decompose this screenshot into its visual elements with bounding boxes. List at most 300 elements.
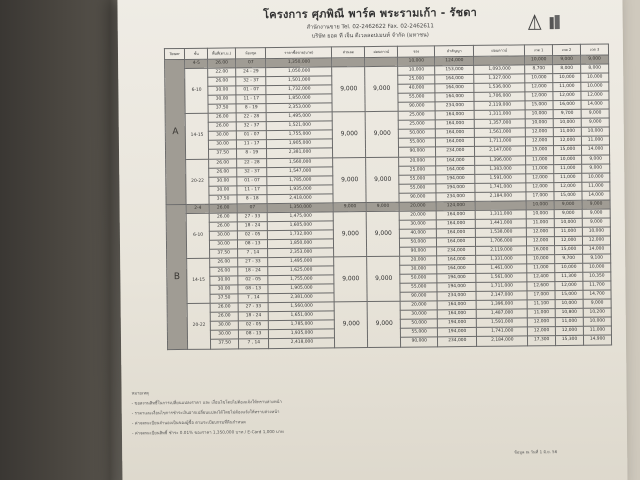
table-cell (332, 58, 365, 67)
table-cell: 1,591,000 (477, 318, 528, 328)
table-cell: 30.00 (209, 186, 237, 195)
table-cell: 14,000 (583, 245, 611, 254)
table-cell: 27 - 33 (237, 212, 268, 221)
table-cell: 8 - 18 (237, 194, 268, 203)
table-cell: 27 - 33 (238, 303, 269, 312)
table-cell: 1,495,000 (268, 257, 334, 267)
table-cell: 20,000 (400, 256, 437, 265)
discount-cell: 9,000 (367, 211, 400, 257)
table-cell: 12,400 (527, 273, 555, 282)
table-body (165, 55, 612, 349)
table-cell: 10,000 (582, 227, 610, 236)
table-cell: 1,605,000 (268, 221, 334, 231)
table-cell: 20,000 (399, 202, 436, 211)
table-cell: 11,000 (582, 182, 610, 191)
table-cell: 10,000 (553, 119, 581, 128)
discount-cell: 9,000 (332, 67, 365, 113)
table-cell: 24 - 29 (236, 68, 267, 77)
table-cell: 40,000 (400, 229, 437, 238)
table-cell: 9,000 (554, 209, 582, 218)
discount-cell: 9,000 (367, 256, 400, 302)
floor-cell: 20-22 (186, 159, 209, 204)
table-cell: 11,000 (553, 82, 581, 91)
table-cell: 1,561,000 (476, 273, 527, 283)
table-cell: 14,000 (581, 145, 609, 154)
table-cell: 1,850,000 (268, 239, 334, 249)
table-cell: 9,000 (583, 299, 611, 308)
table-cell: 1,536,000 (474, 83, 525, 93)
table-cell: 1,741,000 (475, 183, 526, 193)
table-cell: 55,000 (399, 183, 436, 192)
table-cell: 1,905,000 (267, 139, 333, 149)
table-cell: 7 , 14 (238, 249, 269, 258)
table-cell: 1,785,000 (267, 176, 333, 186)
table-cell: 15,300 (556, 336, 584, 345)
table-cell: 1,311,000 (476, 210, 527, 220)
table-cell: 26.00 (210, 303, 238, 312)
table-cell: 10,000 (525, 56, 553, 65)
table-cell: 11,000 (553, 128, 581, 137)
table-cell: 50,000 (400, 274, 437, 283)
table-cell: 10,000 (526, 200, 554, 209)
table-cell: 1,560,000 (269, 302, 335, 312)
table-cell: 12,000 (555, 327, 583, 336)
header-cell: ชั้น (185, 48, 208, 59)
table-cell: 20,000 (400, 301, 437, 310)
table-cell: 08 - 13 (238, 285, 269, 294)
table-cell: 11,000 (526, 164, 554, 173)
table-cell: 1,547,000 (267, 166, 333, 176)
table-cell: 164,000 (435, 111, 474, 120)
table-cell: 10,000 (582, 173, 610, 182)
table-cell: 37.50 (208, 104, 236, 113)
table-cell: 30.00 (210, 285, 238, 294)
zone-cell: B (166, 204, 188, 349)
table-cell: 40,000 (398, 84, 435, 93)
table-cell: 2,184,000 (477, 336, 528, 346)
table-cell: 10,000 (527, 255, 555, 264)
table-cell: 11 - 17 (236, 95, 267, 104)
document-footer: ข้อมูล ณ วันที่ 1 มิ.ย. 56 (514, 449, 558, 455)
table-cell: 10,000 (581, 127, 609, 136)
table-cell: 2,418,000 (267, 194, 333, 204)
table-cell: 10,350 (583, 272, 611, 281)
table-cell: 1,350,000 (266, 58, 332, 68)
table-cell: 164,000 (437, 310, 476, 319)
table-cell: 25,000 (398, 111, 435, 120)
table-cell: 18 - 24 (237, 221, 268, 230)
table-cell: 12,000 (526, 173, 554, 182)
table-cell: 194,000 (436, 183, 475, 192)
table-cell: 1,706,000 (474, 92, 525, 102)
table-cell: 11,000 (554, 164, 582, 173)
table-cell: 194,000 (436, 174, 475, 183)
table-cell: 12,000 (526, 137, 554, 146)
table-cell: 7 , 14 (239, 339, 270, 348)
table-cell: 1,561,000 (475, 128, 526, 138)
table-cell: 55,000 (399, 138, 436, 147)
header-cell: ราคาซื้อขาย(บาท) (266, 47, 332, 59)
table-cell: 10,000 (555, 263, 583, 272)
table-cell: 234,000 (437, 246, 476, 255)
table-cell: 10,000 (581, 82, 609, 91)
table-cell: 11,000 (554, 173, 582, 182)
table-cell: 1,651,000 (269, 311, 335, 321)
table-cell: 30.00 (209, 140, 237, 149)
table-cell: 01 - 07 (236, 131, 267, 140)
table-cell: 1,441,000 (476, 219, 527, 229)
discount-cell: 9,000 (366, 157, 399, 203)
table-cell: 9,000 (554, 200, 582, 209)
table-cell: 1,521,000 (267, 121, 333, 131)
table-cell: 15,000 (555, 245, 583, 254)
table-cell: 1,591,000 (475, 173, 526, 183)
table-cell: 30.00 (208, 131, 236, 140)
discount-cell: 9,000 (334, 211, 367, 257)
table-cell: 234,000 (437, 292, 476, 301)
discount-cell: 9,000 (334, 257, 367, 303)
table-cell: 164,000 (436, 156, 475, 165)
table-cell: 1,785,000 (269, 320, 335, 330)
table-cell: 1,050,000 (266, 67, 332, 77)
table-cell: 26.00 (209, 222, 237, 231)
table-cell: 10,000 (583, 317, 611, 326)
table-cell: 11,000 (555, 318, 583, 327)
table-cell: 9,100 (583, 254, 611, 263)
floor-cell: 20-22 (187, 303, 210, 348)
header-cell: งวด 3 (580, 44, 608, 55)
table-cell: 12,000 (525, 128, 553, 137)
table-cell: 8,700 (525, 65, 553, 74)
table-cell: 194,000 (437, 274, 476, 283)
table-cell: 164,000 (437, 255, 476, 264)
table-cell: 9,000 (582, 164, 610, 173)
table-cell: 8,000 (581, 64, 609, 73)
table-cell: 30.00 (208, 86, 236, 95)
table-cell: 90,000 (399, 147, 436, 156)
table-cell: 16,000 (553, 101, 581, 110)
project-title: โครงการ ศุภพิณี พาร์ค พระรามเก้า - รัชดา (263, 5, 478, 22)
table-cell: 30.00 (209, 231, 237, 240)
table-cell: 02 - 05 (238, 276, 269, 285)
table-cell: 11,000 (581, 136, 609, 145)
table-cell: 12,600 (527, 282, 555, 291)
table-cell: 1,741,000 (477, 327, 528, 337)
table-cell: 26.00 (210, 267, 238, 276)
table-cell: 07 (236, 59, 267, 68)
table-cell: 9,000 (581, 55, 609, 64)
table-cell: 10,000 (525, 74, 553, 83)
table-cell: 37.50 (209, 195, 237, 204)
table-cell: 07 (237, 203, 268, 212)
table-cell: 10,000 (525, 119, 553, 128)
table-cell: 18 - 24 (238, 312, 269, 321)
table-cell: 2,147,000 (475, 146, 526, 156)
table-cell: 08 - 13 (237, 240, 268, 249)
table-cell: 12,000 (527, 318, 555, 327)
table-cell: 12,000 (554, 182, 582, 191)
table-cell: 11 - 17 (236, 140, 267, 149)
table-cell: 50,000 (401, 319, 438, 328)
table-cell: 55,000 (398, 93, 435, 102)
table-cell: 11,700 (583, 281, 611, 290)
table-cell: 1,711,000 (475, 137, 526, 147)
table-cell: 26.00 (208, 59, 236, 68)
table-cell: 9,000 (582, 209, 610, 218)
table-cell: 9,000 (582, 200, 610, 209)
table-cell: 153,000 (435, 65, 474, 74)
table-cell: 25,000 (399, 120, 436, 129)
table-cell: 234,000 (436, 147, 475, 156)
table-cell: 30.00 (210, 321, 238, 330)
table-cell: 26.00 (208, 122, 236, 131)
table-cell: 10,000 (526, 209, 554, 218)
table-cell: 1,850,000 (266, 94, 332, 104)
table-cell: 1,935,000 (267, 185, 333, 195)
header-cell: งวด 2 (553, 44, 581, 55)
table-cell: 10,000 (553, 73, 581, 82)
table-cell: 12,000 (526, 182, 554, 191)
table-cell (365, 57, 398, 66)
table-cell: 124,000 (436, 201, 475, 210)
zone-cell: A (165, 59, 187, 204)
note-line: - ราคาและเงื่อนไขการชำระเงินอาจเปลี่ยนแปลงได้โดยไม่ต้องแจ้งให้ทราบล่วงหน้า (131, 408, 280, 416)
table-cell: 164,000 (436, 165, 475, 174)
table-cell: 30.00 (209, 177, 237, 186)
table-cell: 26.00 (210, 258, 238, 267)
table-cell: 194,000 (437, 319, 476, 328)
floor-cell: 6-10 (186, 213, 209, 258)
table-cell: 1,331,000 (476, 255, 527, 265)
table-cell: 15,000 (554, 146, 582, 155)
table-cell: 164,000 (435, 75, 474, 84)
discount-cell: 9,000 (333, 157, 366, 203)
company-name: บริษัท ยอด ที เจ็น ดีเวลลอปเมนท์ จำกัด (มหาชน) (311, 32, 429, 40)
table-cell: 1,311,000 (475, 110, 526, 120)
table-cell: 26.00 (208, 77, 236, 86)
table-cell: 1,732,000 (266, 85, 332, 95)
table-cell: 16,000 (527, 246, 555, 255)
table-cell: 32 - 37 (236, 77, 267, 86)
table-cell: 26.00 (208, 113, 236, 122)
table-cell: 08 - 13 (238, 330, 269, 339)
table-cell: 1,350,000 (268, 203, 334, 213)
table-cell: 1,357,000 (475, 119, 526, 129)
table-cell: 9,000 (582, 155, 610, 164)
header-cell: งวด 1 (525, 45, 553, 56)
table-cell: 37.50 (210, 249, 238, 258)
table-cell: 2,119,000 (476, 246, 527, 256)
table-cell: 1,396,000 (477, 300, 528, 310)
table-cell: 1,755,000 (267, 130, 333, 140)
table-cell: 11,300 (555, 272, 583, 281)
table-cell: 30.00 (210, 240, 238, 249)
table-cell: 11,000 (527, 264, 555, 273)
table-cell: 9,000 (582, 218, 610, 227)
table-cell: 10,000 (555, 300, 583, 309)
table-cell: 55,000 (400, 283, 437, 292)
discount-cell: 9,000 (333, 112, 366, 158)
table-cell: 11,000 (526, 218, 554, 227)
table-cell: 15,000 (554, 191, 582, 200)
table-cell: 1,383,000 (475, 164, 526, 174)
table-cell: 11,100 (527, 300, 555, 309)
table-cell: 90,000 (400, 247, 437, 256)
table-cell: 20,000 (400, 211, 437, 220)
table-cell: 1,538,000 (476, 228, 527, 238)
table-cell: 9,000 (581, 109, 609, 118)
table-cell: 164,000 (437, 264, 476, 273)
header-cell: ส่วนลด (332, 47, 365, 58)
table-cell: 12,000 (527, 227, 555, 236)
table-cell: 7 , 14 (238, 294, 269, 303)
table-cell: 30.00 (210, 276, 238, 285)
table-cell: 26.00 (209, 167, 237, 176)
table-cell: 2,147,000 (476, 291, 527, 301)
table-cell: 50,000 (399, 129, 436, 138)
table-cell: 1,732,000 (268, 230, 334, 240)
table-cell: 01 - 07 (236, 86, 267, 95)
table-cell: 9,700 (555, 254, 583, 263)
table-cell: 12,000 (525, 92, 553, 101)
note-line: - ค่าจดทะเบียนสิทธิ์ ชำระ 0.01% ของราคา 1,350,000 บาท / E-Card 1,000 บาท (131, 428, 284, 436)
discount-cell: 9,000 (366, 112, 399, 158)
table-cell: 22 - 28 (236, 113, 267, 122)
table-cell: 02 - 05 (238, 321, 269, 330)
table-cell: 164,000 (435, 84, 474, 93)
table-cell: 9,000 (366, 202, 399, 211)
table-cell: 10,000 (554, 218, 582, 227)
table-cell: 1,935,000 (269, 329, 335, 339)
table-cell: 164,000 (436, 219, 475, 228)
table-cell: 90,000 (398, 102, 435, 111)
table-cell: 15,000 (525, 101, 553, 110)
table-cell: 234,000 (438, 337, 477, 346)
table-cell: 11,000 (526, 155, 554, 164)
table-cell: 14,900 (583, 335, 611, 344)
table-cell: 22 - 28 (237, 158, 268, 167)
table-cell: 8,000 (553, 64, 581, 73)
header-cell: Tower (164, 48, 184, 59)
table-cell: 17,000 (527, 291, 555, 300)
table-cell: 10,800 (555, 309, 583, 318)
table-cell: 1,327,000 (474, 74, 525, 84)
table-cell: 8 - 19 (236, 104, 267, 113)
table-cell: 25,000 (398, 75, 435, 84)
table-cell: 12,000 (527, 237, 555, 246)
floor-cell: 14-15 (185, 113, 208, 158)
floor-cell: 4-5 (185, 59, 208, 68)
table-cell: 15,000 (526, 146, 554, 155)
table-cell: 164,000 (436, 228, 475, 237)
table-cell: 1,625,000 (268, 266, 334, 276)
table-cell: 1,755,000 (268, 275, 334, 285)
table-cell: 10,000 (398, 66, 435, 75)
table-cell: 26.00 (209, 213, 237, 222)
table-cell: 2,418,000 (269, 338, 335, 348)
table-cell: 194,000 (438, 328, 477, 337)
table-cell: 164,000 (435, 129, 474, 138)
developer-logo-icon (528, 14, 542, 30)
table-cell: 8 - 19 (237, 149, 268, 158)
table-cell: 194,000 (437, 283, 476, 292)
table-cell: 11 - 17 (237, 185, 268, 194)
table-cell: 12,000 (525, 83, 553, 92)
table-cell: 10,000 (583, 263, 611, 272)
table-cell: 164,000 (435, 93, 474, 102)
table-cell: 30,000 (400, 220, 437, 229)
table-cell: 37.50 (211, 339, 239, 348)
table-cell: 37.50 (209, 149, 237, 158)
header-cell: พื้นที่(ตร.ม.) (208, 48, 236, 59)
table-cell: 9,000 (553, 55, 581, 64)
table-cell: 90,000 (401, 337, 438, 346)
table-cell: 02 - 05 (237, 230, 268, 239)
table-cell: 2,184,000 (475, 192, 526, 202)
table-cell: 10,000 (554, 155, 582, 164)
table-cell: 1,495,000 (267, 112, 333, 122)
table-cell: 2,381,000 (267, 148, 333, 158)
header-cell: ทำสัญญา (435, 45, 474, 56)
table-cell: 1,905,000 (268, 284, 334, 294)
table-cell: 9,000 (333, 202, 366, 211)
table-cell: 27 - 33 (238, 258, 269, 267)
table-cell: 1,093,000 (474, 65, 525, 75)
discount-cell: 9,000 (365, 66, 398, 112)
floor-cell: 14-15 (187, 258, 210, 303)
table-cell: 1,461,000 (476, 264, 527, 274)
table-cell: 90,000 (400, 292, 437, 301)
table-cell: 1,501,000 (266, 76, 332, 86)
notes-heading: หมายเหตุ (131, 390, 149, 396)
table-cell: 164,000 (436, 138, 475, 147)
table-cell: 12,000 (553, 91, 581, 100)
table-cell: 14,000 (581, 100, 609, 109)
table-cell: 90,000 (399, 193, 436, 202)
header-cell: จอง (398, 46, 435, 57)
table-cell: 12,000 (581, 91, 609, 100)
table-cell: 164,000 (437, 301, 476, 310)
table-cell: 1,706,000 (476, 237, 527, 247)
table-cell: 2,381,000 (268, 293, 334, 303)
table-cell: 30.00 (208, 95, 236, 104)
table-cell: 37.50 (210, 294, 238, 303)
table-cell: 12,000 (582, 236, 610, 245)
table-cell: 22.00 (208, 68, 236, 77)
price-list-sheet (117, 0, 627, 480)
table-cell: 26.00 (210, 312, 238, 321)
table-cell: 11,000 (554, 227, 582, 236)
table-cell: 164,000 (437, 237, 476, 246)
table-cell: 1,487,000 (477, 309, 528, 319)
table-cell: 10,000 (581, 73, 609, 82)
table-cell: 30,000 (401, 310, 438, 319)
header-cell: ห้องชุด (235, 48, 266, 59)
header-cell: ผ่อนดาวน์ (365, 46, 398, 57)
note-line: - ค่าจดทะเบียนจำนองเป็นของผู้ซื้อ ตามระเบียบกรมที่ดินกำหนด (131, 419, 246, 426)
discount-cell: 9,000 (367, 301, 400, 347)
price-table (164, 44, 612, 350)
table-cell: 1,711,000 (476, 282, 527, 292)
table-cell: 1,475,000 (268, 212, 334, 222)
table-cell: 9,000 (581, 118, 609, 127)
table-cell: 2,353,000 (268, 248, 334, 258)
header-cell: ผ่อนดาวน์ (474, 45, 525, 57)
table-cell: 50,000 (400, 238, 437, 247)
table-cell: 10,200 (583, 308, 611, 317)
table-cell: 12,000 (555, 281, 583, 290)
table-cell: 01 - 07 (237, 176, 268, 185)
